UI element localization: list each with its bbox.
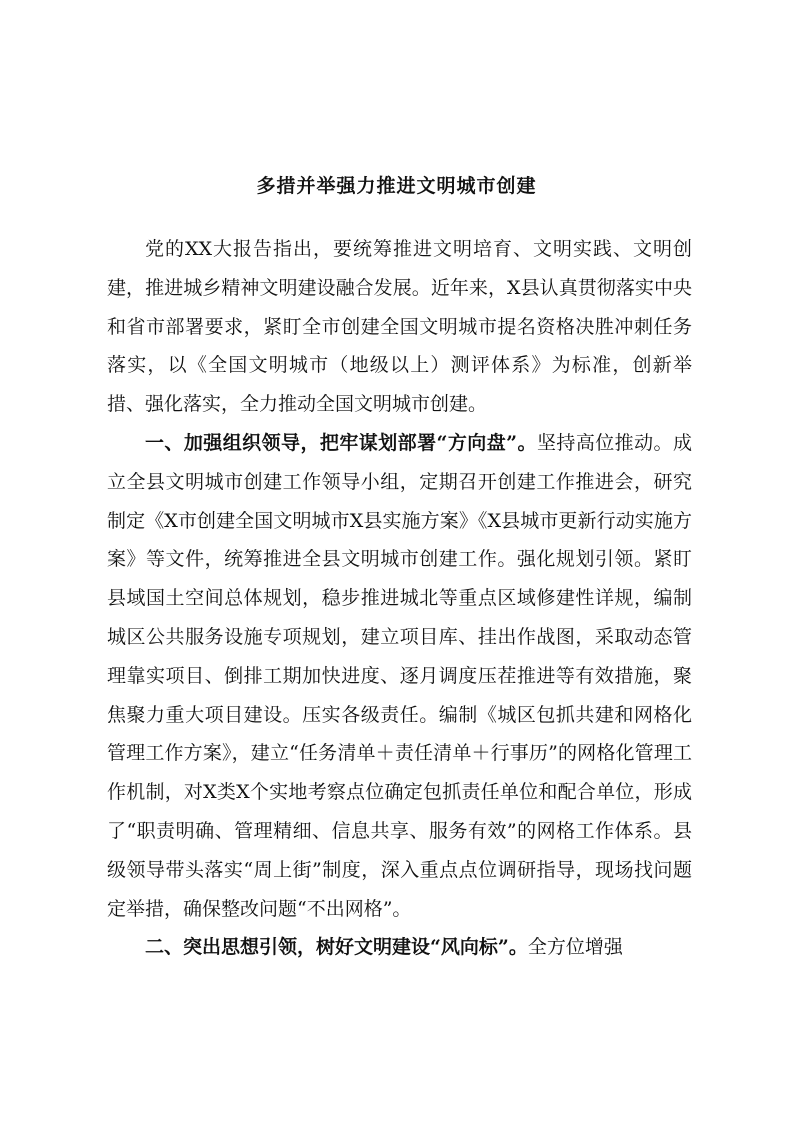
section-2-heading: 二、突出思想引领，树好文明建设“风向标”。: [145, 936, 528, 959]
document-title: 多措并举强力推进文明城市创建: [256, 175, 537, 197]
section-1-paragraph: [107, 424, 692, 928]
section-1-heading: 一、加强组织领导，把牢谋划部署“方向盘”。: [145, 431, 537, 454]
section-2-body: 全方位增强: [527, 936, 623, 959]
section-1-body: 坚持高位推动。成立全县文明城市创建工作领导小组，定期召开创建工作推进会，研究制定《X市创建全国文明城市X县实施方案》《X县城市更新行动实施方案》等文件，统筹推进全县文明城市创建工作。强化规划引领。紧盯县域国土空间总体规划，稳步推进城北等重点区域修建性详规，编制城区公共服务设施专项规划，建立项目库、挂出作战图，采取动态管理靠实项目、倒排工期加快进度、逐月调度压茬推进等有效措施，聚焦聚力重大项目建设。压实各级责任。编制《城区包抓共建和网格化管理工作方案》，建立“任务清单＋责任清单＋行事历”的网格化管理工作机制，对X类X个实地考察点位确定包抓责任单位和配合单位，形成了“职责明确、管理精细、信息共享、服务有效”的网格工作体系。县级领导带头落实“周上街”制度，深入重点点位调研指导，现场找问题定举措，确保整改问题“不出网格”。: [107, 431, 692, 920]
section-2-paragraph: [107, 928, 692, 967]
intro-paragraph: 党的XX大报告指出，要统筹推进文明培育、文明实践、文明创建，推进城乡精神文明建设融合发展。近年来，X县认真贯彻落实中央和省市部署要求，紧盯全市创建全国文明城市提名资格决胜冲刺任务落实，以《全国文明城市（地级以上）测评体系》为标准，创新举措、强化落实，全力推动全国文明城市创建。: [107, 238, 692, 416]
document-body: [107, 230, 692, 967]
